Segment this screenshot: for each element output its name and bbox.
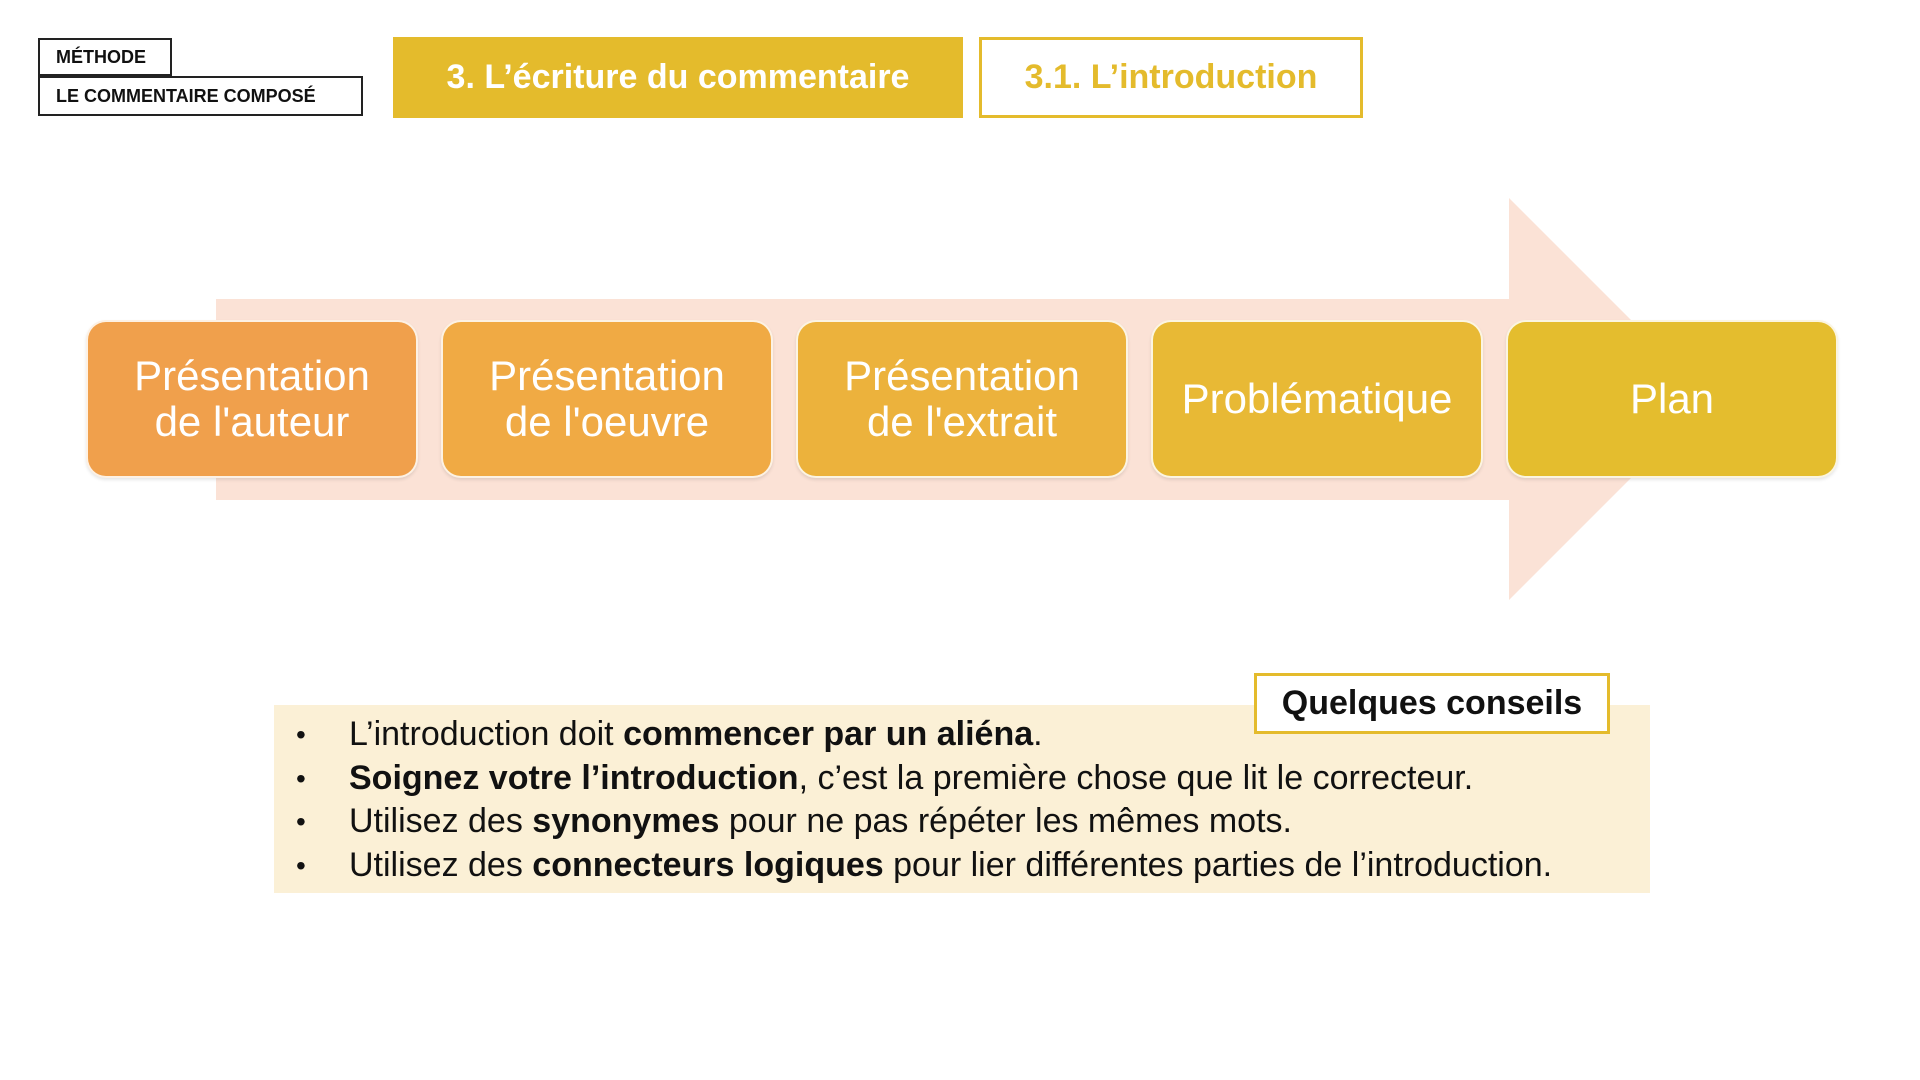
advice-item: • L’introduction doit commencer par un aliéna. [288,713,1650,757]
advice-item: • Utilisez des synonymes pour ne pas répéter les mêmes mots. [288,800,1650,844]
step-author-text: Présentation de l'auteur [134,352,370,445]
advice-item: • Soignez votre l’introduction, c’est la première chose que lit le correcteur. [288,757,1650,801]
advice-item: • Utilisez des connecteurs logiques pour lier différentes parties de l’introduction. [288,844,1650,888]
bullet-icon: • [296,719,306,750]
category-label: MÉTHODE [38,38,172,76]
step-problematic [1151,320,1483,478]
advice-title: Quelques conseils [1254,673,1610,734]
step-work-text: Présentation de l'oeuvre [489,352,725,445]
section-title: 3. L’écriture du commentaire [393,37,963,118]
bullet-icon: • [296,762,306,794]
step-author [86,320,418,478]
step-plan [1506,320,1838,478]
step-extract-text: Présentation de l'extrait [844,352,1080,445]
step-extract [796,320,1128,478]
course-label: LE COMMENTAIRE COMPOSÉ [38,76,363,116]
step-work [441,320,773,478]
step-problematic-text: Problématique [1181,375,1453,422]
step-plan-text: Plan [1629,375,1715,422]
advice-list [288,713,1650,887]
bullet-icon: • [296,849,306,881]
bullet-icon: • [296,806,306,837]
subsection-title: 3.1. L’introduction [979,37,1363,118]
